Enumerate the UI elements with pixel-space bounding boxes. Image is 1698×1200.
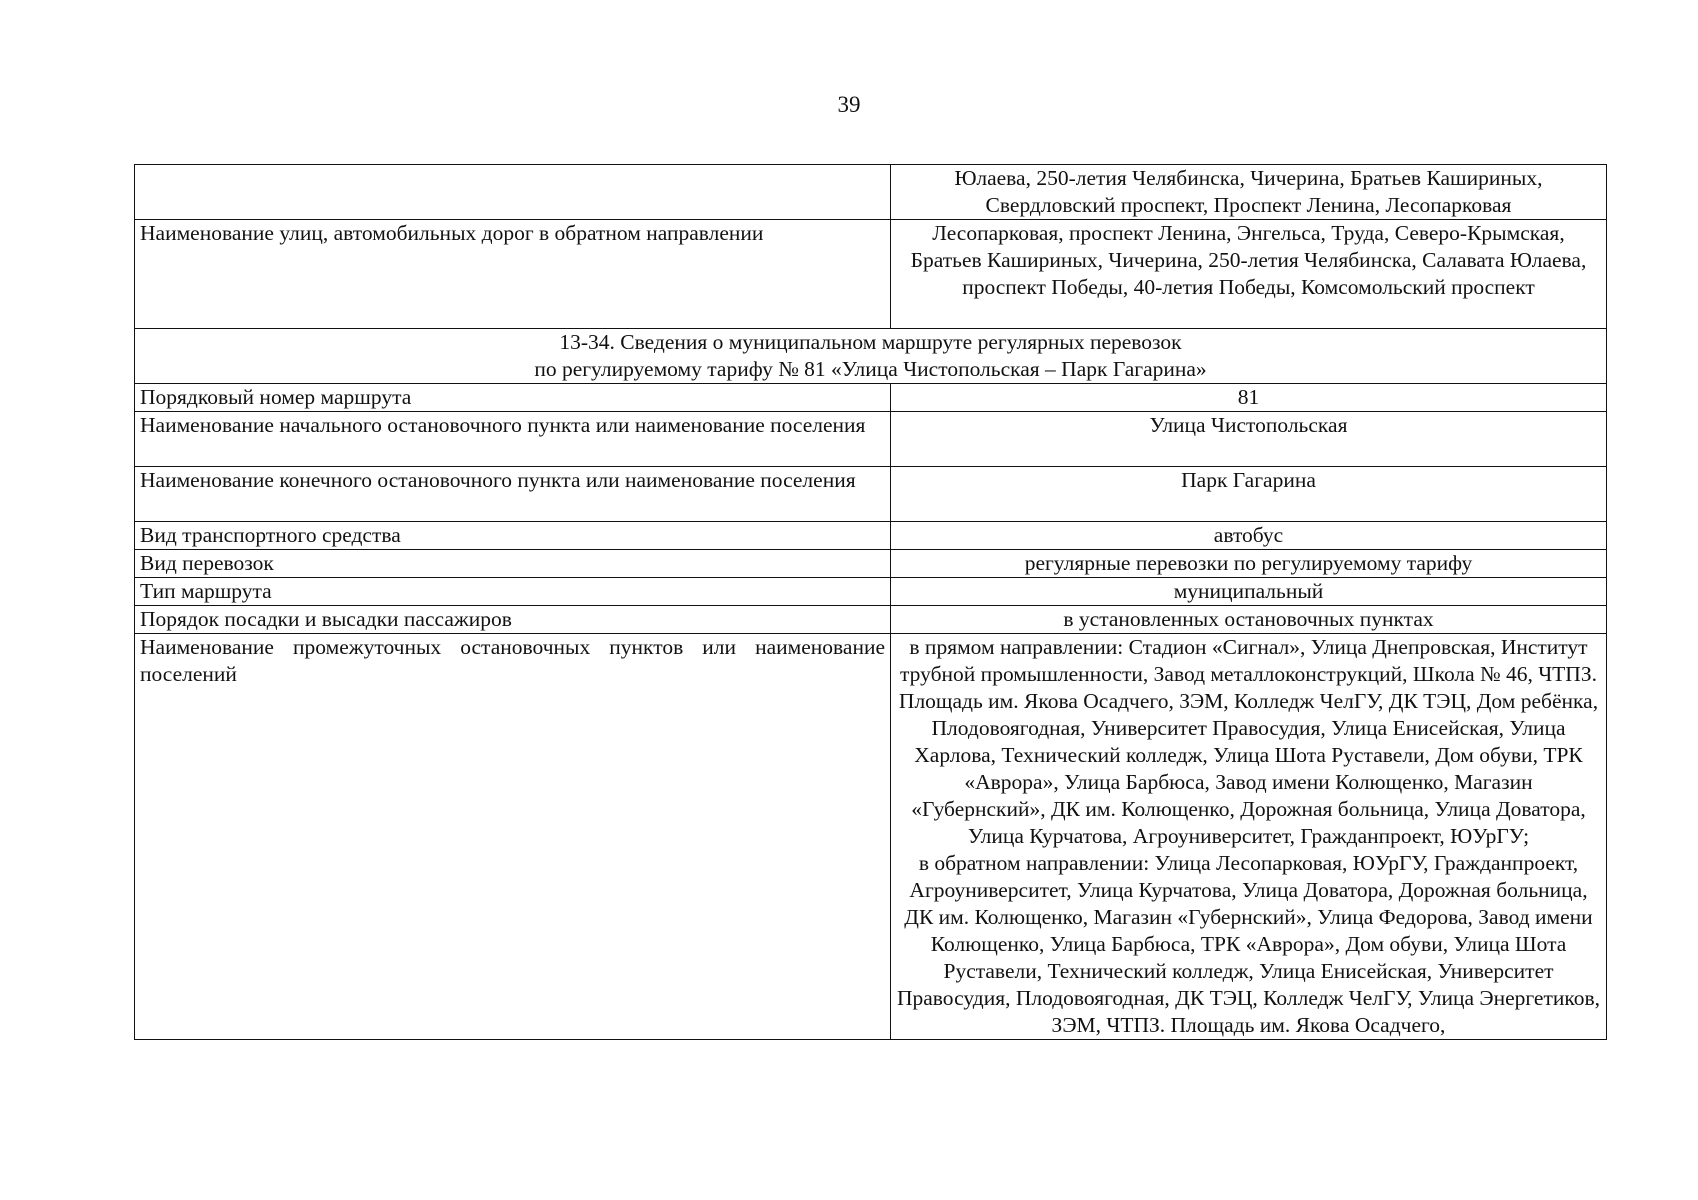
intermediate-stops-value-cell — [891, 634, 1607, 1040]
table-row — [135, 165, 1607, 220]
route-number-value-cell: 81 — [891, 384, 1607, 412]
end-stop-value-cell: Парк Гагарина — [891, 467, 1607, 522]
boarding-order-value-cell: в установленных остановочных пунктах — [891, 606, 1607, 634]
section-title-cell — [135, 329, 1607, 384]
continuation-label-cell — [135, 165, 891, 220]
intermediate-stops-reverse: в обратном направлении: Улица Лесопарковая, ЮУрГУ, Гражданпроект, Агроуниверситет, Улица Курчатова, Улица Доватора, Дорожная больница, ДК им. Колющенко, Магазин «Губернский», Улица Федорова, Завод имени Колющенко, Улица Барбюса, ТРК «Аврора», Дом обуви, Улица Шота Руставели, Технический колледж, Улица Енисейская, Университет Правосудия, Плодовоягодная, ДК ТЭЦ, Колледж ЧелГУ, Улица Энергетиков, ЗЭМ, ЧТПЗ. Площадь им. Якова Осадчего, — [896, 851, 1600, 1037]
reverse-streets-label-cell: Наименование улиц, автомобильных дорог в обратном направлении — [135, 220, 891, 329]
table-row — [135, 578, 1607, 606]
table-row — [135, 220, 1607, 329]
start-stop-value-cell: Улица Чистопольская — [891, 412, 1607, 467]
page-number: 39 — [837, 92, 861, 117]
route-type-label-cell: Тип маршрута — [135, 578, 891, 606]
transport-kind-value-cell: регулярные перевозки по регулируемому тарифу — [891, 550, 1607, 578]
continuation-value-cell: Юлаева, 250-летия Челябинска, Чичерина, Братьев Кашириных, Свердловский проспект, Проспект Ленина, Лесопарковая — [891, 165, 1607, 220]
intermediate-stops-label-cell: Наименование промежуточных остановочных пунктов или наименование поселений — [135, 634, 891, 1040]
table-row — [135, 412, 1607, 467]
boarding-order-label-cell: Порядок посадки и высадки пассажиров — [135, 606, 891, 634]
intermediate-stops-forward: в прямом направлении: Стадион «Сигнал», Улица Днепровская, Институт трубной промышленности, Завод металлоконструкций, Школа № 46, ЧТПЗ. Площадь им. Якова Осадчего, ЗЭМ, Колледж ЧелГУ, ДК ТЭЦ, Дом ребёнка, Плодовоягодная, Университет Правосудия, Улица Енисейская, Улица Харлова, Технический колледж, Улица Шота Руставели, Дом обуви, ТРК «Аврора», Улица Барбюса, Завод имени Колющенко, Магазин «Губернский», ДК им. Колющенко, Дорожная больница, Улица Доватора, Улица Курчатова, Агроуниверситет, Гражданпроект, ЮУрГУ; — [898, 635, 1599, 848]
vehicle-type-value-cell: автобус — [891, 522, 1607, 550]
vehicle-type-label-cell: Вид транспортного средства — [135, 522, 891, 550]
table-row — [135, 606, 1607, 634]
table-row — [135, 522, 1607, 550]
route-info-table — [134, 164, 1607, 1040]
section-title-line-1: 13-34. Сведения о муниципальном маршруте регулярных перевозок — [559, 330, 1182, 354]
section-title-line-2: по регулируемому тарифу № 81 «Улица Чистопольская – Парк Гагарина» — [534, 357, 1207, 381]
table-row — [135, 467, 1607, 522]
end-stop-label-cell: Наименование конечного остановочного пункта или наименование поселения — [135, 467, 891, 522]
table-row — [135, 634, 1607, 1040]
start-stop-label-cell: Наименование начального остановочного пункта или наименование поселения — [135, 412, 891, 467]
route-type-value-cell: муниципальный — [891, 578, 1607, 606]
reverse-streets-value-cell: Лесопарковая, проспект Ленина, Энгельса, Труда, Северо-Крымская, Братьев Кашириных, Чичерина, 250-летия Челябинска, Салавата Юлаева, проспект Победы, 40-летия Победы, Комсомольский проспект — [891, 220, 1607, 329]
route-number-label-cell: Порядковый номер маршрута — [135, 384, 891, 412]
transport-kind-label-cell: Вид перевозок — [135, 550, 891, 578]
table-row — [135, 384, 1607, 412]
table-row — [135, 329, 1607, 384]
table-row — [135, 550, 1607, 578]
